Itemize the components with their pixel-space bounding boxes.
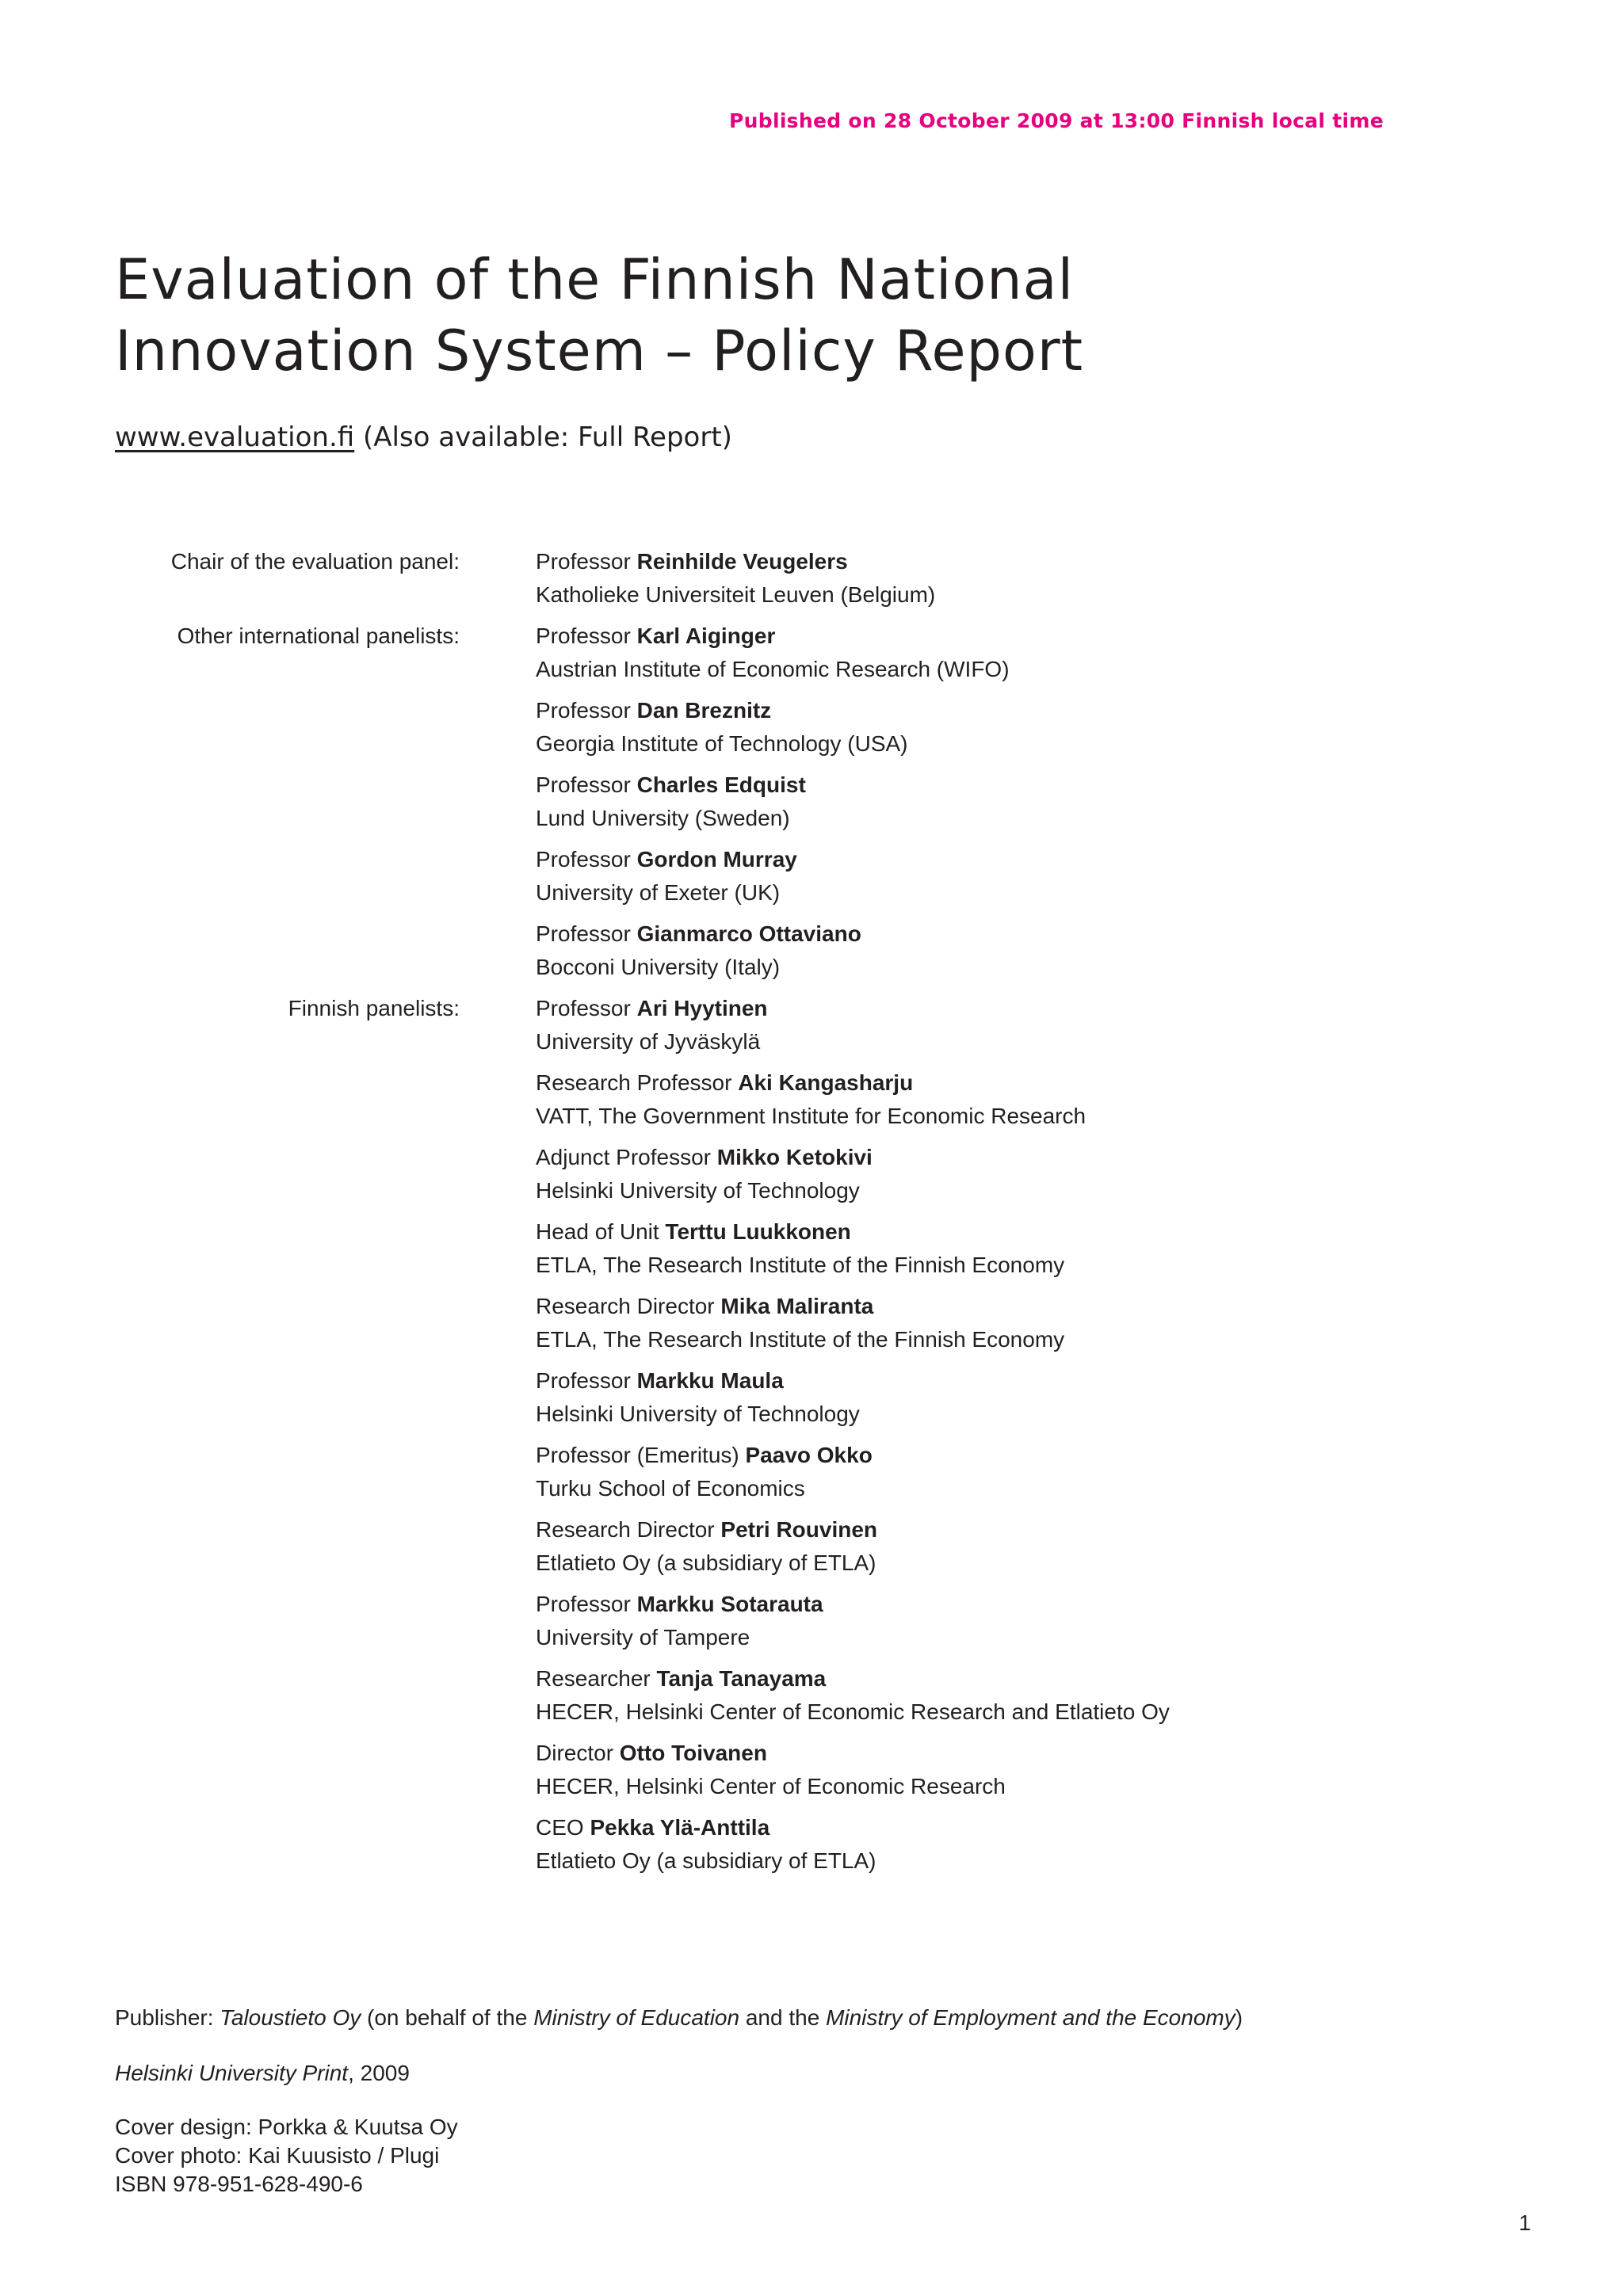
member-affiliation: Austrian Institute of Economic Research (WIFO) [536, 657, 1010, 681]
member-name: Gianmarco Ottaviano [636, 921, 861, 946]
member-heading [536, 620, 1623, 653]
member-affiliation: University of Exeter (UK) [536, 880, 781, 905]
group-label: Chair of the evaluation panel: [170, 549, 460, 574]
publication-date: Published on 28 October 2009 at 13:00 Finnish local time [729, 109, 1384, 132]
list-item [536, 992, 1623, 1058]
member-title: Adjunct Professor [536, 1145, 711, 1169]
isbn: ISBN 978-951-628-490-6 [115, 2172, 363, 2196]
member-title: Professor [536, 996, 631, 1020]
member-affiliation: Etlatieto Oy (a subsidiary of ETLA) [536, 1848, 876, 1873]
list-item [536, 1141, 1623, 1207]
member-name: Gordon Murray [636, 847, 797, 871]
member-heading [536, 1811, 1623, 1844]
member-title: Professor [536, 624, 631, 648]
member-heading [536, 1513, 1623, 1547]
publisher-label: Publisher: [115, 2005, 214, 2030]
list-item [536, 1811, 1623, 1878]
member-heading [536, 1141, 1623, 1174]
member-title: Researcher [536, 1666, 651, 1691]
members-list [536, 545, 1623, 612]
page-number: 1 [1518, 2210, 1531, 2235]
member-name: Tanja Tanayama [656, 1666, 827, 1691]
member-name: Karl Aiginger [636, 624, 776, 648]
page-title [115, 244, 1083, 387]
print-year: , 2009 [348, 2061, 410, 2085]
member-heading [536, 992, 1623, 1025]
member-affiliation: Lund University (Sweden) [536, 806, 790, 830]
ministry-employment: Ministry of Employment and the Economy [826, 2005, 1235, 2030]
list-item [536, 917, 1623, 984]
member-affiliation: Helsinki University of Technology [536, 1402, 860, 1426]
publisher-name: Taloustieto Oy [220, 2005, 361, 2030]
member-name: Reinhilde Veugelers [636, 549, 848, 574]
website-line [115, 421, 732, 453]
member-heading [536, 1588, 1623, 1621]
member-affiliation: Etlatieto Oy (a subsidiary of ETLA) [536, 1550, 876, 1575]
list-item [536, 1364, 1623, 1431]
panel-group [0, 545, 1623, 612]
member-affiliation: Helsinki University of Technology [536, 1178, 860, 1203]
list-item [536, 694, 1623, 761]
member-name: Ari Hyytinen [636, 996, 768, 1020]
members-list [536, 992, 1623, 1878]
publisher-line: Publisher: Taloustieto Oy (on behalf of the Ministry of Education and the Ministry of Employment and the Economy) [115, 2005, 1243, 2030]
member-name: Mikko Ketokivi [716, 1145, 873, 1169]
member-title: Research Professor [536, 1070, 732, 1095]
member-name: Markku Maula [636, 1368, 784, 1393]
member-title: Professor [536, 772, 631, 797]
member-affiliation: Bocconi University (Italy) [536, 955, 781, 979]
member-name: Dan Breznitz [636, 698, 772, 723]
member-affiliation: University of Tampere [536, 1625, 750, 1650]
list-item [536, 769, 1623, 835]
member-title: Professor [536, 847, 631, 871]
printer-name: Helsinki University Print [115, 2061, 349, 2085]
member-title: Professor [536, 1368, 631, 1393]
list-item [536, 545, 1623, 612]
member-heading [536, 917, 1623, 951]
member-heading [536, 545, 1623, 578]
panel-group [0, 620, 1623, 984]
member-affiliation: Georgia Institute of Technology (USA) [536, 731, 908, 756]
member-affiliation: VATT, The Government Institute for Economic Research [536, 1104, 1086, 1128]
list-item [536, 1290, 1623, 1356]
member-name: Markku Sotarauta [636, 1592, 823, 1616]
member-name: Charles Edquist [636, 772, 806, 797]
member-title: Professor [536, 1592, 631, 1616]
cover-photo-credit: Cover photo: Kai Kuusisto / Plugi [115, 2143, 440, 2168]
title-line-2: Innovation System – Policy Report [115, 318, 1084, 383]
member-affiliation: ETLA, The Research Institute of the Finnish Economy [536, 1327, 1065, 1352]
member-heading [536, 1066, 1623, 1100]
member-heading [536, 1364, 1623, 1398]
member-title: Professor [536, 698, 631, 723]
group-label: Other international panelists: [177, 624, 460, 648]
member-affiliation: University of Jyväskylä [536, 1029, 761, 1054]
member-affiliation: Turku School of Economics [536, 1476, 805, 1501]
member-heading [536, 769, 1623, 802]
member-title: Research Director [536, 1294, 715, 1318]
member-name: Terttu Luukkonen [665, 1219, 851, 1244]
member-name: Aki Kangasharju [738, 1070, 914, 1095]
website-note: (Also available: Full Report) [362, 421, 732, 453]
member-title: Director [536, 1741, 614, 1765]
member-name: Mika Maliranta [720, 1294, 874, 1318]
member-affiliation: HECER, Helsinki Center of Economic Research [536, 1774, 1006, 1798]
print-info [115, 2057, 410, 2090]
member-heading [536, 694, 1623, 727]
member-heading [536, 1290, 1623, 1323]
list-item [536, 1513, 1623, 1580]
member-title: Professor [536, 921, 631, 946]
member-heading [536, 1215, 1623, 1249]
list-item [536, 843, 1623, 910]
panel-list [0, 545, 1623, 1886]
member-heading [536, 1662, 1623, 1695]
member-title: CEO [536, 1815, 584, 1840]
member-affiliation: HECER, Helsinki Center of Economic Research and Etlatieto Oy [536, 1699, 1170, 1724]
member-name: Petri Rouvinen [720, 1517, 878, 1542]
member-name: Otto Toivanen [619, 1741, 767, 1765]
list-item [536, 620, 1623, 686]
members-list [536, 620, 1623, 984]
member-title: Research Director [536, 1517, 715, 1542]
member-affiliation: Katholieke Universiteit Leuven (Belgium) [536, 582, 936, 607]
member-name: Pekka Ylä-Anttila [590, 1815, 770, 1840]
credits [115, 2113, 458, 2199]
member-title: Professor (Emeritus) [536, 1443, 739, 1467]
panel-group [0, 992, 1623, 1878]
member-affiliation: ETLA, The Research Institute of the Finnish Economy [536, 1253, 1065, 1277]
list-item [536, 1066, 1623, 1133]
member-heading [536, 1737, 1623, 1770]
cover-design-credit: Cover design: Porkka & Kuutsa Oy [115, 2115, 458, 2139]
group-label: Finnish panelists: [288, 996, 460, 1020]
member-title: Professor [536, 549, 631, 574]
member-heading [536, 843, 1623, 876]
ministry-education: Ministry of Education [533, 2005, 740, 2030]
title-line-1: Evaluation of the Finnish National [115, 247, 1075, 312]
member-heading [536, 1439, 1623, 1472]
member-title: Head of Unit [536, 1219, 659, 1244]
list-item [536, 1737, 1623, 1803]
list-item [536, 1215, 1623, 1282]
list-item [536, 1662, 1623, 1729]
list-item [536, 1588, 1623, 1654]
list-item [536, 1439, 1623, 1505]
member-name: Paavo Okko [745, 1443, 873, 1467]
website-link[interactable]: www.evaluation.fi [115, 421, 355, 453]
